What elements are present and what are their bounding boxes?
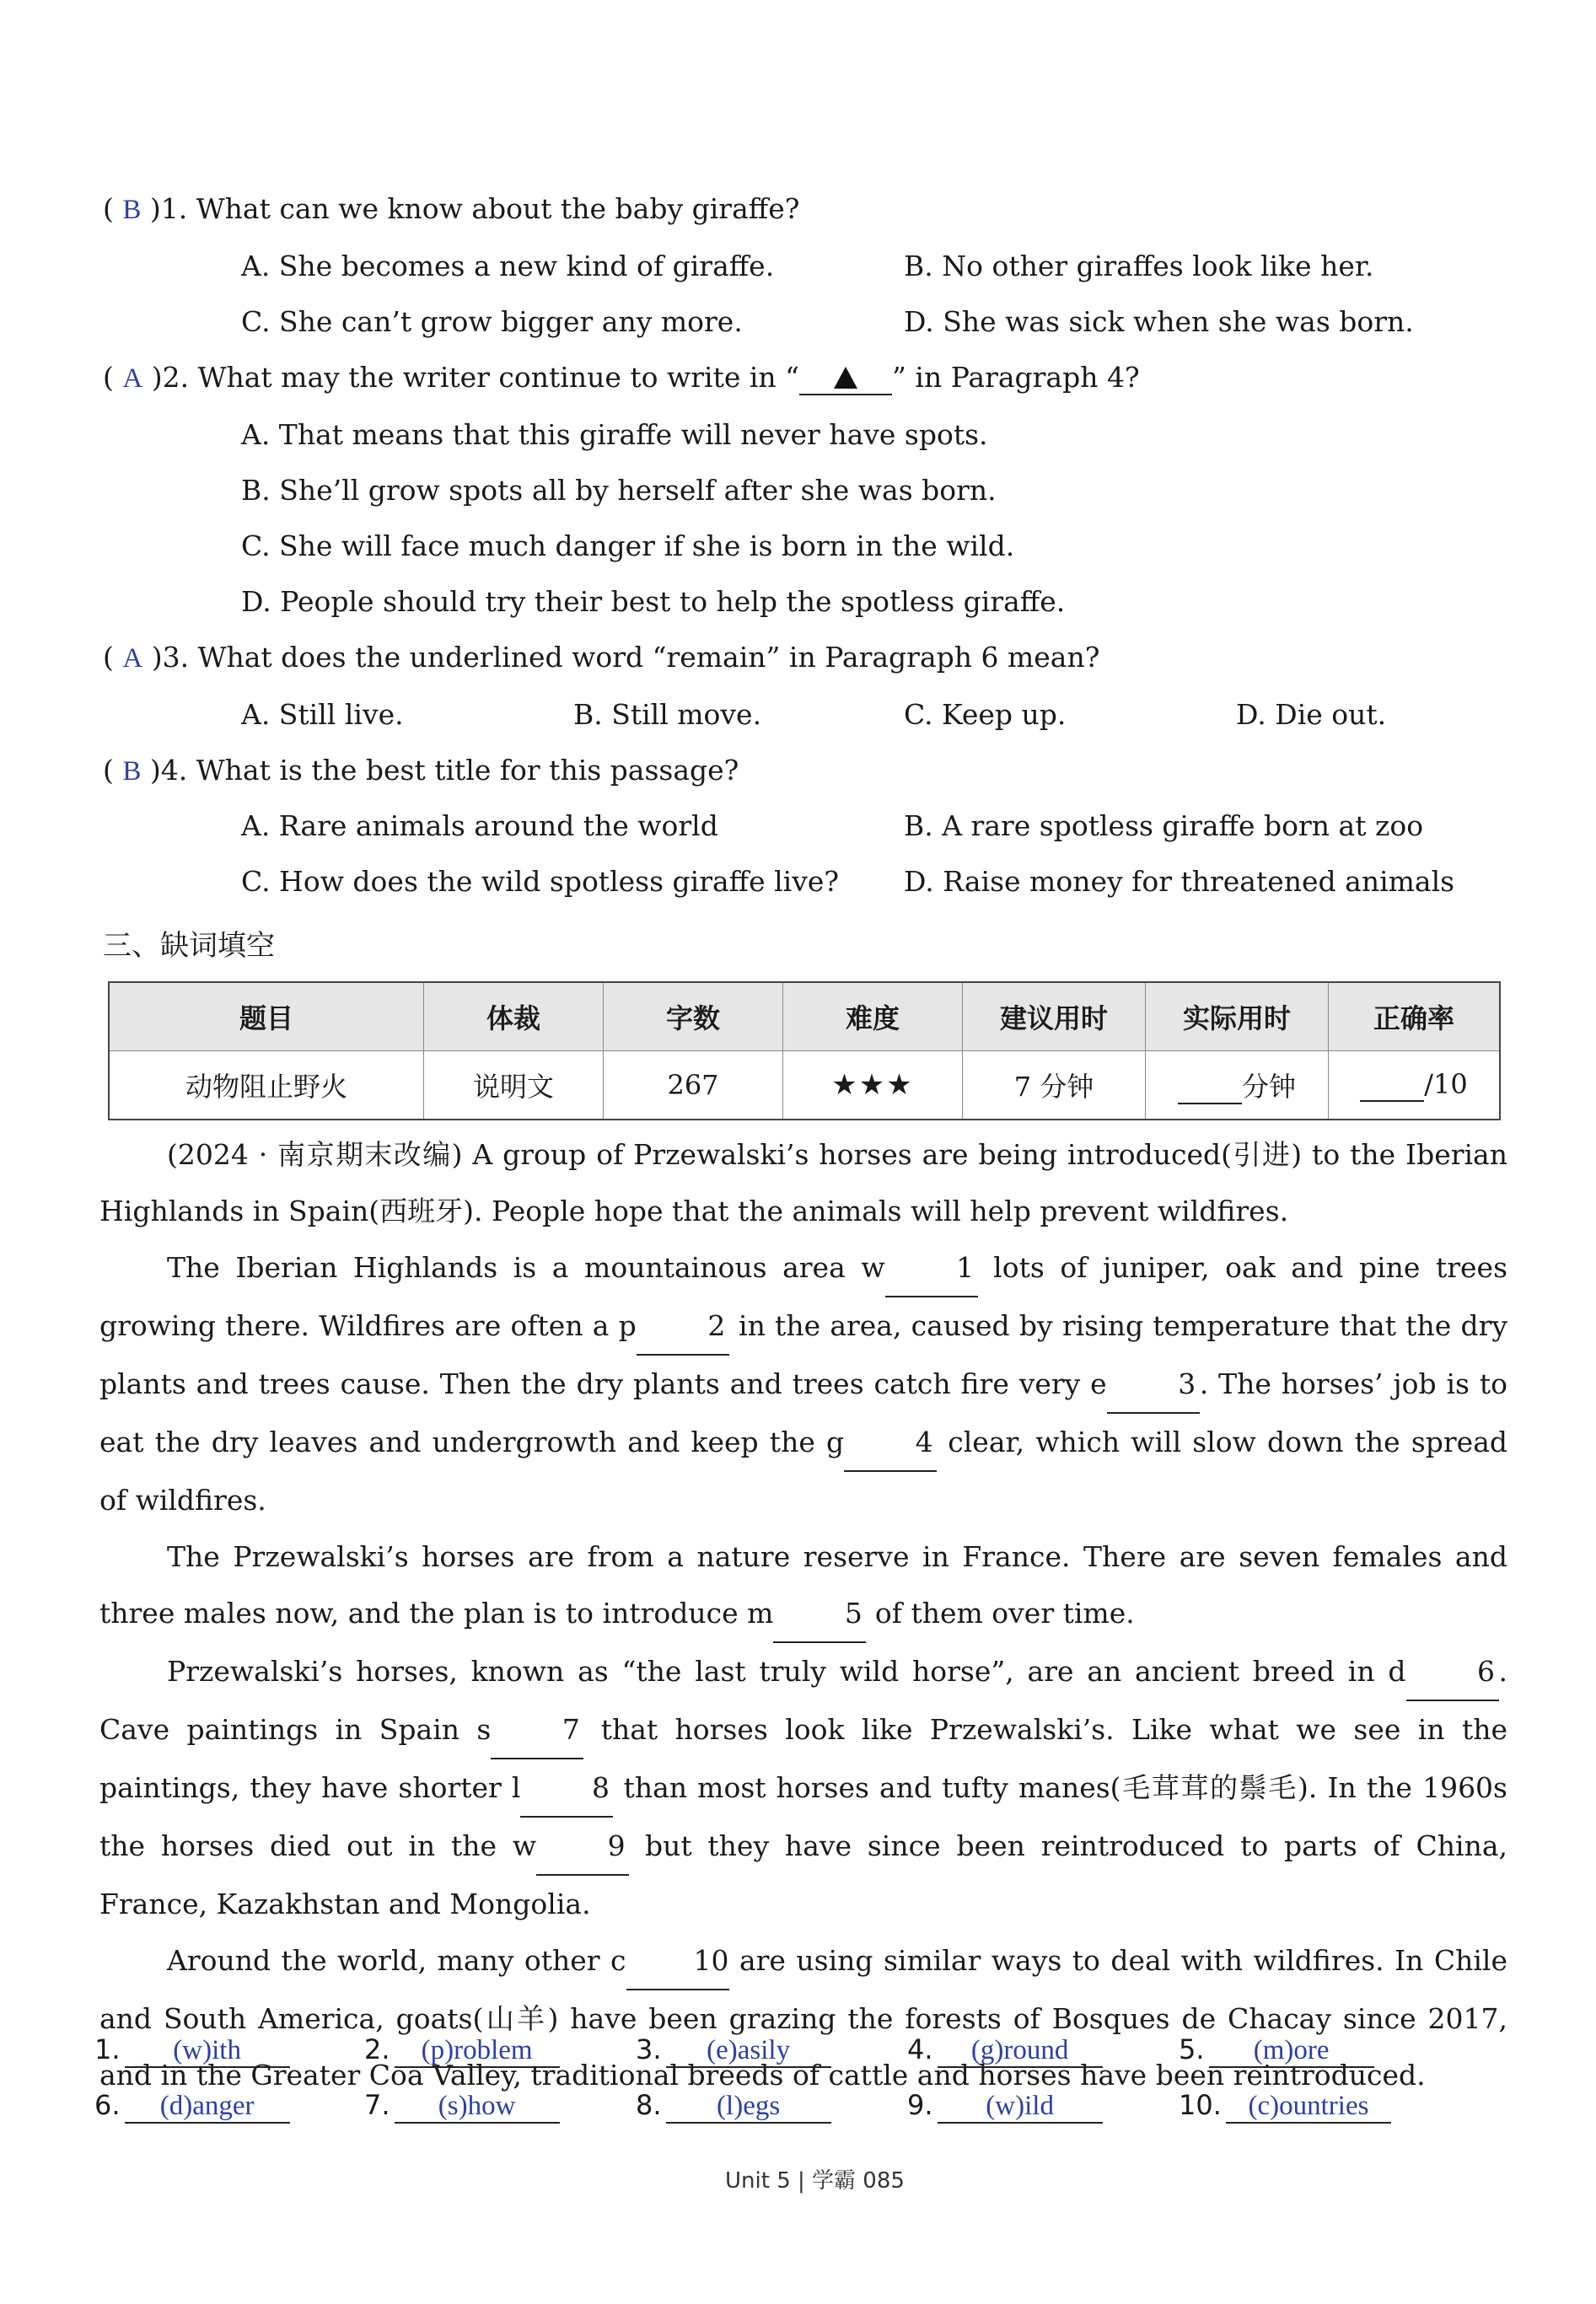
q2-option-d: D. People should try their best to help the spotless giraffe. xyxy=(241,585,1066,618)
triangle-blank xyxy=(799,361,892,395)
info-table-value-row xyxy=(109,1051,1500,1120)
passage-paragraph-4: Przewalski’s horses, known as “the last truly wild horse”, are an ancient breed in d 6 . Cave paintings in Spain s 7 that horses look like Przewalski’s. Like what we see in the paintings, they have shorter l 8 than most horses and tufty manes(毛茸茸的鬃毛). In the 1960s the horses died out in the w 9 but they have since been reintroduced to parts of China, France, Kazakhstan and Mongolia. xyxy=(99,1643,1507,1932)
answer-key-8: 8. (l)egs xyxy=(636,2089,831,2124)
passage-paragraph-3: The Przewalski’s horses are from a nature reserve in France. There are seven females and three males now, and the plan is to introduce m 5 of them over time. xyxy=(99,1528,1507,1643)
header-title: 题目 xyxy=(109,982,424,1051)
header-accuracy: 正确率 xyxy=(1329,982,1501,1051)
q1-option-c: C. She can’t grow bigger any more. xyxy=(241,305,743,338)
value-actual-time: 分钟 xyxy=(1146,1051,1329,1120)
header-difficulty: 难度 xyxy=(783,982,963,1051)
header-actual-time: 实际用时 xyxy=(1146,982,1329,1051)
question-4-stem: )4. What is the best title for this passage? xyxy=(149,754,739,787)
question-3-stem: )3. What does the underlined word “remain” in Paragraph 6 mean? xyxy=(151,641,1100,674)
answer-key-5: 5. (m)ore xyxy=(1179,2033,1374,2068)
q1-option-d: D. She was sick when she was born. xyxy=(904,305,1414,338)
q3-option-d: D. Die out. xyxy=(1236,698,1387,731)
gap-6: 6 xyxy=(1406,1643,1499,1701)
gap-3: 3 xyxy=(1107,1356,1200,1414)
question-1: ( B )1. What can we know about the baby giraffe? xyxy=(103,192,800,225)
info-table xyxy=(108,981,1501,1120)
gap-1: 1 xyxy=(885,1239,978,1297)
answer-key-4: 4. (g)round xyxy=(907,2033,1103,2068)
value-suggested-time: 7 分钟 xyxy=(963,1051,1146,1120)
triangle-icon xyxy=(834,367,857,389)
q4-option-c: C. How does the wild spotless giraffe live? xyxy=(241,865,840,898)
answer-key-9: 9. (w)ild xyxy=(907,2089,1103,2124)
value-genre: 说明文 xyxy=(424,1051,604,1120)
gap-2: 2 xyxy=(637,1297,729,1356)
gap-4: 4 xyxy=(844,1414,937,1472)
q2-option-b: B. She’ll grow spots all by herself after she was born. xyxy=(241,474,997,507)
gap-10: 10 xyxy=(626,1932,729,1990)
q3-option-b: B. Still move. xyxy=(573,698,762,731)
value-accuracy: /10 xyxy=(1329,1051,1501,1120)
answer-1: B xyxy=(122,195,142,225)
answer-key-10: 10. (c)ountries xyxy=(1179,2089,1391,2124)
answer-key-6: 6. (d)anger xyxy=(94,2089,290,2124)
q3-option-c: C. Keep up. xyxy=(904,698,1067,731)
gap-9: 9 xyxy=(536,1818,629,1876)
header-genre: 体裁 xyxy=(424,982,604,1051)
answer-key-3: 3. (e)asily xyxy=(636,2033,831,2068)
info-table-header-row xyxy=(109,982,1500,1051)
page-footer: Unit 5 | 学霸 085 xyxy=(725,2168,905,2194)
q3-option-a: A. Still live. xyxy=(241,698,404,731)
value-title: 动物阻止野火 xyxy=(109,1051,424,1120)
answer-2: A xyxy=(122,363,143,394)
question-2-stem-post: ” in Paragraph 4? xyxy=(892,361,1140,394)
passage xyxy=(99,1126,1507,2103)
difficulty-stars: ★★★ xyxy=(783,1051,963,1120)
gap-5: 5 xyxy=(773,1585,866,1643)
q4-option-b: B. A rare spotless giraffe born at zoo xyxy=(904,809,1424,842)
header-suggested-time: 建议用时 xyxy=(963,982,1146,1051)
answer-key-7: 7. (s)how xyxy=(364,2089,560,2124)
passage-paragraph-1: (2024 · 南京期末改编) A group of Przewalski’s horses are being introduced(引进) to the Iberian Highlands in Spain(西班牙). People hope that the animals will help prevent wildfires. xyxy=(99,1138,1507,1227)
q1-option-b: B. No other giraffes look like her. xyxy=(904,250,1374,282)
question-2-stem-pre: )2. What may the writer continue to write in “ xyxy=(151,361,800,394)
q2-option-c: C. She will face much danger if she is born in the wild. xyxy=(241,529,1015,562)
passage-paragraph-5: Around the world, many other c 10 are using similar ways to deal with wildfires. In Chile and South America, goats(山羊) have been grazing the forests of Bosques de Chacay since 2017, and in the Greater Coa Valley, traditional breeds of cattle and horses have been reintroduced. xyxy=(99,1932,1507,2103)
answer-key-2: 2. (p)roblem xyxy=(364,2033,560,2068)
passage-paragraph-2: The Iberian Highlands is a mountainous area w 1 lots of juniper, oak and pine trees growing there. Wildfires are often a p 2 in the area, caused by rising temperature that the dry plants and trees cause. Then the dry plants and trees catch fire very e 3 . The horses’ job is to eat the dry leaves and undergrowth and keep the g 4 clear, which will slow down the spread of wildfires. xyxy=(99,1239,1507,1528)
gap-8: 8 xyxy=(520,1759,613,1818)
question-1-stem: )1. What can we know about the baby giraffe? xyxy=(149,192,800,225)
answer-4: B xyxy=(122,756,142,787)
question-3: ( A )3. What does the underlined word “remain” in Paragraph 6 mean? xyxy=(103,641,1100,674)
section-title: 三、缺词填空 xyxy=(103,929,275,963)
value-word-count: 267 xyxy=(604,1051,783,1120)
q4-option-d: D. Raise money for threatened animals xyxy=(904,865,1455,898)
answer-3: A xyxy=(122,643,143,674)
q4-option-a: A. Rare animals around the world xyxy=(241,809,718,842)
answer-key-1: 1. (w)ith xyxy=(94,2033,290,2068)
gap-7: 7 xyxy=(491,1701,583,1759)
question-4: ( B )4. What is the best title for this passage? xyxy=(103,754,739,787)
header-word-count: 字数 xyxy=(604,982,783,1051)
q1-option-a: A. She becomes a new kind of giraffe. xyxy=(241,250,775,282)
question-2: ( A )2. What may the writer continue to write in “ ” in Paragraph 4? xyxy=(103,361,1140,394)
q2-option-a: A. That means that this giraffe will never have spots. xyxy=(241,418,988,451)
